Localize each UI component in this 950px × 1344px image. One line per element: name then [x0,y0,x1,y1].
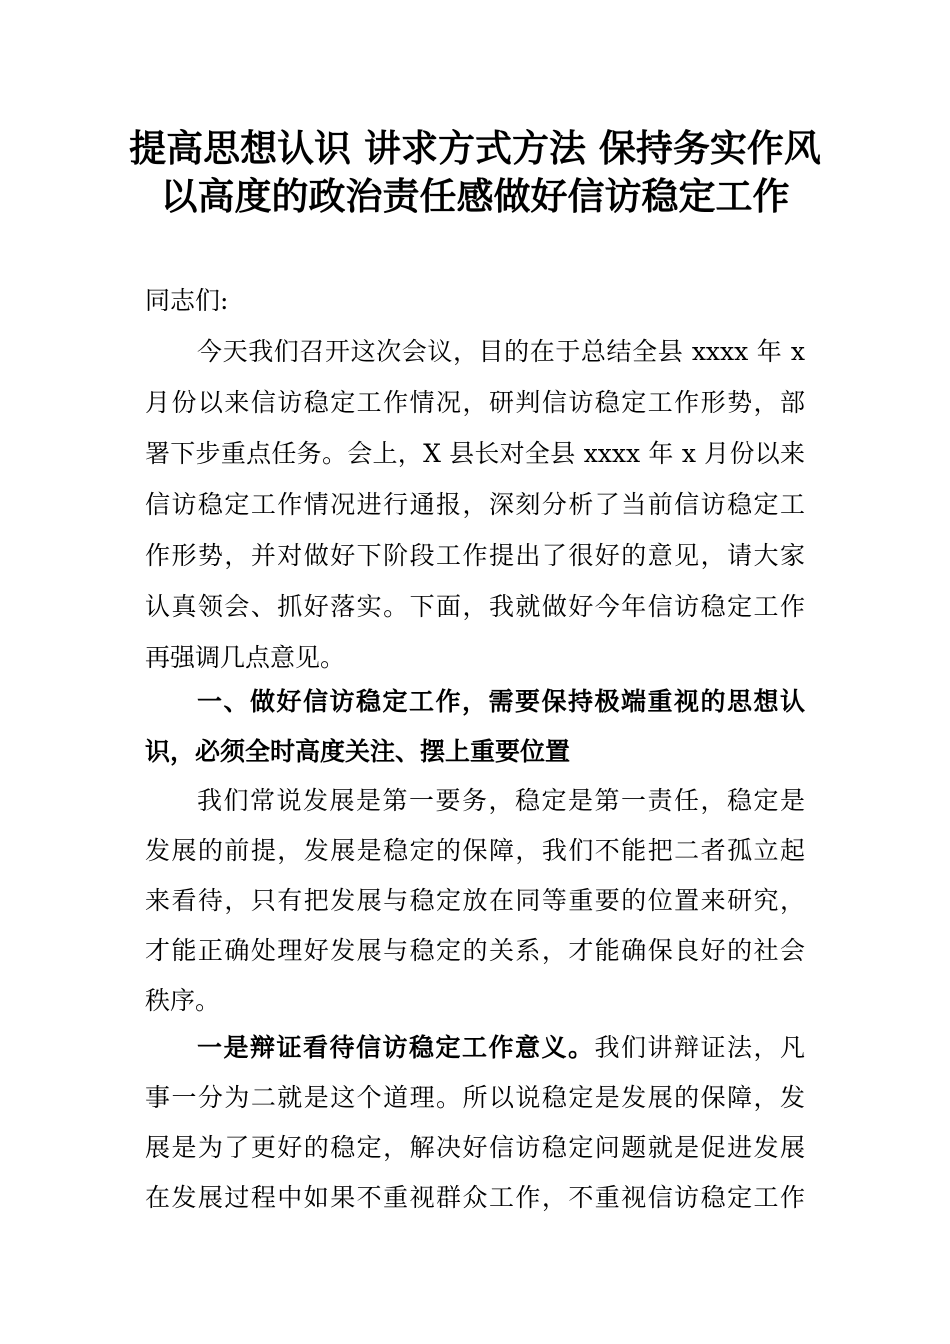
paragraph-1-line: 再强调几点意见。 [145,643,346,672]
paragraph-3-lead-bold: 一是辩证看待信访稳定工作意义。 [197,1033,595,1062]
salutation: 同志们: [145,286,229,315]
paragraph-1-line: 信访稳定工作情况进行通报，深刻分析了当前信访稳定工 [145,490,805,519]
paragraph-2-line: 发展的前提，发展是稳定的保障，我们不能把二者孤立起 [145,836,805,865]
paragraph-1-line: 今天我们召开这次会议，目的在于总结全县 xxxx 年 x [197,337,805,366]
paragraph-3-first-line [197,1031,805,1065]
paragraph-1-line: 署下步重点任务。会上，X 县长对全县 xxxx 年 x 月份以来 [145,439,805,468]
paragraph-1-line: 月份以来信访稳定工作情况，研判信访稳定工作形势，部 [145,388,805,417]
paragraph-1-line: 认真领会、抓好落实。下面，我就做好今年信访稳定工作 [145,592,805,621]
paragraph-3-line: 在发展过程中如果不重视群众工作，不重视信访稳定工作 [145,1183,805,1212]
document-title-line-1: 提高思想认识 讲求方式方法 保持务实作风 [129,126,821,170]
paragraph-2-line: 我们常说发展是第一要务，稳定是第一责任，稳定是 [197,786,805,815]
paragraph-1-line: 作形势，并对做好下阶段工作提出了很好的意见，请大家 [145,541,805,570]
paragraph-3-lead-rest: 我们讲辩证法，凡 [594,1033,805,1062]
paragraph-3-line: 事一分为二就是这个道理。所以说稳定是发展的保障，发 [145,1083,805,1112]
section-heading-1-line: 一、做好信访稳定工作，需要保持极端重视的思想认 [197,687,805,716]
paragraph-2-line: 秩序。 [145,986,221,1015]
paragraph-3-line: 展是为了更好的稳定，解决好信访稳定问题就是促进发展 [145,1133,805,1162]
paragraph-2-line: 来看待，只有把发展与稳定放在同等重要的位置来研究， [145,886,805,915]
document-title-line-2: 以高度的政治责任感做好信访稳定工作 [160,174,790,218]
section-heading-1-line: 识，必须全时高度关注、摆上重要位置 [145,737,571,766]
paragraph-2-line: 才能正确处理好发展与稳定的关系，才能确保良好的社会 [145,936,805,965]
